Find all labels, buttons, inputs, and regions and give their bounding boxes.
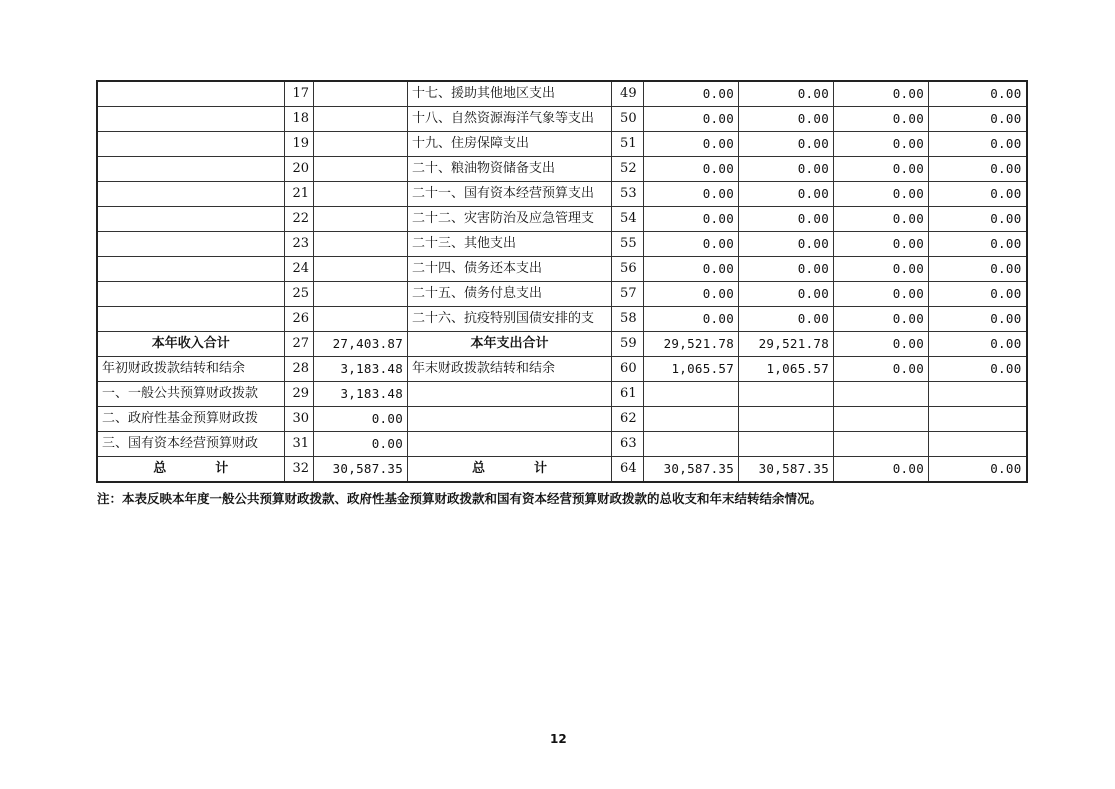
expense-state-capital-budget-cell: 0.00	[929, 307, 1027, 332]
expense-general-budget-cell: 0.00	[739, 307, 834, 332]
table-footnote: 注：本表反映本年度一般公共预算财政拨款、政府性基金预算财政拨款和国有资本经营预算财政拨款的总收支和年末结转结余情况。	[97, 491, 823, 506]
expense-fund-budget-cell: 0.00	[834, 457, 929, 483]
expense-line-no-cell: 54	[612, 207, 644, 232]
expense-state-capital-budget-cell	[929, 382, 1027, 407]
expense-state-capital-budget-cell: 0.00	[929, 282, 1027, 307]
expense-fund-budget-cell: 0.00	[834, 182, 929, 207]
income-line-no-cell: 20	[284, 157, 314, 182]
expense-item-cell: 年末财政拨款结转和结余	[408, 357, 612, 382]
expense-state-capital-budget-cell: 0.00	[929, 257, 1027, 282]
income-item-cell	[97, 207, 284, 232]
expense-general-budget-cell: 0.00	[739, 207, 834, 232]
expense-item-cell: 二十三、其他支出	[408, 232, 612, 257]
expense-general-budget-cell: 29,521.78	[739, 332, 834, 357]
expense-total-cell	[644, 407, 739, 432]
expense-item-cell: 本年支出合计	[408, 332, 612, 357]
table-body	[97, 81, 1027, 482]
expense-state-capital-budget-cell: 0.00	[929, 207, 1027, 232]
expense-state-capital-budget-cell	[929, 407, 1027, 432]
income-item-cell: 一、一般公共预算财政拨款	[97, 382, 284, 407]
expense-general-budget-cell: 0.00	[739, 257, 834, 282]
income-line-no-cell: 19	[284, 132, 314, 157]
expense-state-capital-budget-cell: 0.00	[929, 357, 1027, 382]
expense-state-capital-budget-cell: 0.00	[929, 457, 1027, 483]
income-amount-cell: 0.00	[314, 407, 408, 432]
expense-state-capital-budget-cell	[929, 432, 1027, 457]
income-amount-cell	[314, 307, 408, 332]
income-line-no-cell: 32	[284, 457, 314, 483]
income-amount-cell: 27,403.87	[314, 332, 408, 357]
income-item-cell	[97, 257, 284, 282]
table-row	[97, 107, 1027, 132]
expense-total-cell	[644, 382, 739, 407]
expense-general-budget-cell: 0.00	[739, 282, 834, 307]
income-item-cell: 总 计	[97, 457, 284, 483]
income-item-cell	[97, 307, 284, 332]
table-row	[97, 157, 1027, 182]
expense-line-no-cell: 61	[612, 382, 644, 407]
income-item-cell	[97, 81, 284, 107]
table-row	[97, 407, 1027, 432]
expense-line-no-cell: 50	[612, 107, 644, 132]
expense-fund-budget-cell: 0.00	[834, 282, 929, 307]
income-line-no-cell: 25	[284, 282, 314, 307]
expense-total-cell: 0.00	[644, 132, 739, 157]
income-item-cell	[97, 157, 284, 182]
expense-item-cell: 二十五、债务付息支出	[408, 282, 612, 307]
income-amount-cell	[314, 257, 408, 282]
expense-state-capital-budget-cell: 0.00	[929, 107, 1027, 132]
expense-item-cell: 二十一、国有资本经营预算支出	[408, 182, 612, 207]
expense-total-cell: 0.00	[644, 257, 739, 282]
expense-total-cell: 1,065.57	[644, 357, 739, 382]
expense-fund-budget-cell: 0.00	[834, 107, 929, 132]
expense-general-budget-cell: 0.00	[739, 132, 834, 157]
income-amount-cell	[314, 207, 408, 232]
expense-item-cell: 十九、住房保障支出	[408, 132, 612, 157]
table-row	[97, 357, 1027, 382]
expense-general-budget-cell: 0.00	[739, 232, 834, 257]
income-line-no-cell: 27	[284, 332, 314, 357]
expense-line-no-cell: 56	[612, 257, 644, 282]
expense-item-cell: 二十、粮油物资储备支出	[408, 157, 612, 182]
expense-fund-budget-cell	[834, 432, 929, 457]
expense-item-cell: 二十四、债务还本支出	[408, 257, 612, 282]
table-row	[97, 232, 1027, 257]
income-item-cell: 年初财政拨款结转和结余	[97, 357, 284, 382]
page-number: 12	[550, 732, 567, 746]
expense-item-cell	[408, 382, 612, 407]
expense-line-no-cell: 58	[612, 307, 644, 332]
income-item-cell	[97, 182, 284, 207]
income-line-no-cell: 24	[284, 257, 314, 282]
expense-general-budget-cell: 0.00	[739, 107, 834, 132]
income-line-no-cell: 18	[284, 107, 314, 132]
income-amount-cell	[314, 182, 408, 207]
income-amount-cell: 3,183.48	[314, 382, 408, 407]
income-amount-cell	[314, 232, 408, 257]
expense-line-no-cell: 55	[612, 232, 644, 257]
income-item-cell	[97, 107, 284, 132]
expense-fund-budget-cell: 0.00	[834, 357, 929, 382]
expense-total-cell: 0.00	[644, 282, 739, 307]
expense-fund-budget-cell: 0.00	[834, 332, 929, 357]
expense-item-cell: 十七、援助其他地区支出	[408, 81, 612, 107]
income-line-no-cell: 22	[284, 207, 314, 232]
expense-item-cell	[408, 432, 612, 457]
expense-line-no-cell: 62	[612, 407, 644, 432]
table-row	[97, 307, 1027, 332]
expense-fund-budget-cell: 0.00	[834, 257, 929, 282]
expense-general-budget-cell: 0.00	[739, 157, 834, 182]
table-row	[97, 432, 1027, 457]
expense-general-budget-cell	[739, 432, 834, 457]
expense-total-cell	[644, 432, 739, 457]
expense-item-cell: 二十六、抗疫特别国债安排的支	[408, 307, 612, 332]
expense-line-no-cell: 64	[612, 457, 644, 483]
expense-line-no-cell: 63	[612, 432, 644, 457]
income-amount-cell	[314, 157, 408, 182]
expense-fund-budget-cell: 0.00	[834, 132, 929, 157]
expense-general-budget-cell	[739, 407, 834, 432]
expense-item-cell	[408, 407, 612, 432]
expense-fund-budget-cell: 0.00	[834, 307, 929, 332]
table-row	[97, 282, 1027, 307]
expense-state-capital-budget-cell: 0.00	[929, 81, 1027, 107]
table-row	[97, 182, 1027, 207]
income-line-no-cell: 23	[284, 232, 314, 257]
expense-line-no-cell: 60	[612, 357, 644, 382]
income-item-cell	[97, 132, 284, 157]
budget-table	[96, 80, 1028, 483]
expense-fund-budget-cell: 0.00	[834, 232, 929, 257]
expense-state-capital-budget-cell: 0.00	[929, 132, 1027, 157]
income-item-cell: 本年收入合计	[97, 332, 284, 357]
income-line-no-cell: 31	[284, 432, 314, 457]
expense-fund-budget-cell: 0.00	[834, 157, 929, 182]
income-amount-cell: 0.00	[314, 432, 408, 457]
table-row	[97, 382, 1027, 407]
expense-fund-budget-cell: 0.00	[834, 81, 929, 107]
income-line-no-cell: 21	[284, 182, 314, 207]
table-row	[97, 132, 1027, 157]
income-amount-cell	[314, 282, 408, 307]
expense-line-no-cell: 53	[612, 182, 644, 207]
expense-general-budget-cell	[739, 382, 834, 407]
table-row	[97, 207, 1027, 232]
expense-state-capital-budget-cell: 0.00	[929, 157, 1027, 182]
expense-line-no-cell: 52	[612, 157, 644, 182]
expense-line-no-cell: 59	[612, 332, 644, 357]
expense-total-cell: 0.00	[644, 232, 739, 257]
table-row	[97, 81, 1027, 107]
expense-line-no-cell: 49	[612, 81, 644, 107]
expense-general-budget-cell: 0.00	[739, 182, 834, 207]
income-line-no-cell: 30	[284, 407, 314, 432]
expense-fund-budget-cell	[834, 407, 929, 432]
table-row	[97, 457, 1027, 483]
expense-state-capital-budget-cell: 0.00	[929, 332, 1027, 357]
expense-line-no-cell: 51	[612, 132, 644, 157]
table-row	[97, 332, 1027, 357]
income-amount-cell	[314, 107, 408, 132]
expense-total-cell: 0.00	[644, 307, 739, 332]
expense-total-cell: 0.00	[644, 207, 739, 232]
income-item-cell: 三、国有资本经营预算财政	[97, 432, 284, 457]
income-amount-cell: 3,183.48	[314, 357, 408, 382]
income-amount-cell	[314, 132, 408, 157]
expense-general-budget-cell: 0.00	[739, 81, 834, 107]
income-line-no-cell: 17	[284, 81, 314, 107]
expense-total-cell: 0.00	[644, 182, 739, 207]
expense-fund-budget-cell	[834, 382, 929, 407]
expense-item-cell: 二十二、灾害防治及应急管理支	[408, 207, 612, 232]
income-amount-cell: 30,587.35	[314, 457, 408, 483]
income-item-cell	[97, 282, 284, 307]
income-item-cell: 二、政府性基金预算财政拨	[97, 407, 284, 432]
income-item-cell	[97, 232, 284, 257]
expense-general-budget-cell: 1,065.57	[739, 357, 834, 382]
expense-state-capital-budget-cell: 0.00	[929, 182, 1027, 207]
expense-total-cell: 0.00	[644, 81, 739, 107]
expense-line-no-cell: 57	[612, 282, 644, 307]
expense-total-cell: 30,587.35	[644, 457, 739, 483]
expense-item-cell: 总 计	[408, 457, 612, 483]
income-amount-cell	[314, 81, 408, 107]
income-line-no-cell: 29	[284, 382, 314, 407]
expense-fund-budget-cell: 0.00	[834, 207, 929, 232]
table-row	[97, 257, 1027, 282]
expense-item-cell: 十八、自然资源海洋气象等支出	[408, 107, 612, 132]
expense-total-cell: 0.00	[644, 157, 739, 182]
expense-general-budget-cell: 30,587.35	[739, 457, 834, 483]
expense-state-capital-budget-cell: 0.00	[929, 232, 1027, 257]
income-line-no-cell: 26	[284, 307, 314, 332]
expense-total-cell: 29,521.78	[644, 332, 739, 357]
expense-total-cell: 0.00	[644, 107, 739, 132]
income-line-no-cell: 28	[284, 357, 314, 382]
